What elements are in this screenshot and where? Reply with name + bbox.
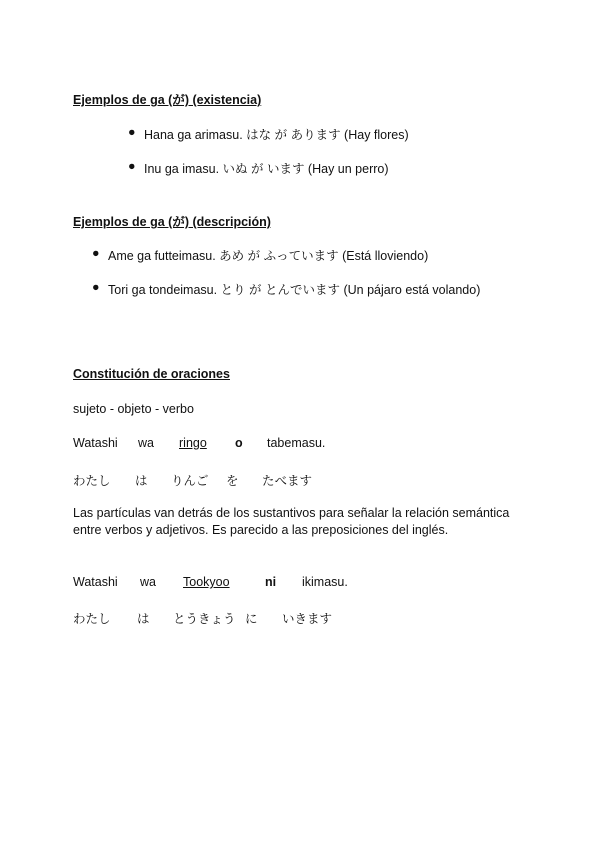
heading-descripcion: Ejemplos de ga (が) (descripción)	[73, 215, 271, 229]
example2-kana: いきます	[282, 612, 333, 626]
example1-kana: たべます	[262, 474, 313, 488]
list-item-text: Ame ga futteimasu. あめ が ふっています (Está lloviendo)	[108, 249, 429, 263]
example2-kana: に	[245, 612, 258, 626]
example1-word: tabemasu.	[267, 436, 326, 450]
bullet-icon: ●	[128, 159, 136, 173]
example1-kana: を	[226, 474, 239, 488]
bullet-icon: ●	[92, 246, 100, 260]
example1-word-object: ringo	[179, 436, 207, 450]
explanation-paragraph: Las partículas van detrás de los sustantivos para señalar la relación semántica entre verbos y adjetivos. Es parecido a las preposiciones del inglés.	[73, 506, 510, 537]
example1-particle: o	[235, 436, 243, 450]
heading-existencia: Ejemplos de ga (が) (existencia)	[73, 93, 262, 107]
example1-kana: は	[135, 474, 148, 488]
example2-word: ikimasu.	[302, 575, 348, 589]
list-item-text: Hana ga arimasu. はな が あります (Hay flores)	[144, 128, 409, 142]
sentence-pattern: sujeto - objeto - verbo	[73, 402, 194, 416]
example2-kana: わたし	[73, 612, 111, 626]
example2-word: Watashi	[73, 575, 118, 589]
example2-particle: ni	[265, 575, 277, 589]
example1-kana: わたし	[73, 474, 111, 488]
example2-word: wa	[140, 575, 156, 589]
list-item-text: Tori ga tondeimasu. とり が とんでいます (Un pájaro está volando)	[108, 283, 481, 297]
bullet-icon: ●	[128, 125, 136, 139]
example1-word: Watashi	[73, 436, 118, 450]
list-item-text: Inu ga imasu. いぬ が います (Hay un perro)	[144, 162, 389, 176]
bullet-icon: ●	[92, 280, 100, 294]
example2-kana: は	[137, 612, 150, 626]
example2-word-place: Tookyoo	[183, 575, 230, 589]
example2-kana: とうきょう	[173, 612, 236, 626]
example1-word: wa	[138, 436, 154, 450]
heading-constitucion: Constitución de oraciones	[73, 367, 230, 381]
example1-kana: りんご	[171, 474, 209, 488]
